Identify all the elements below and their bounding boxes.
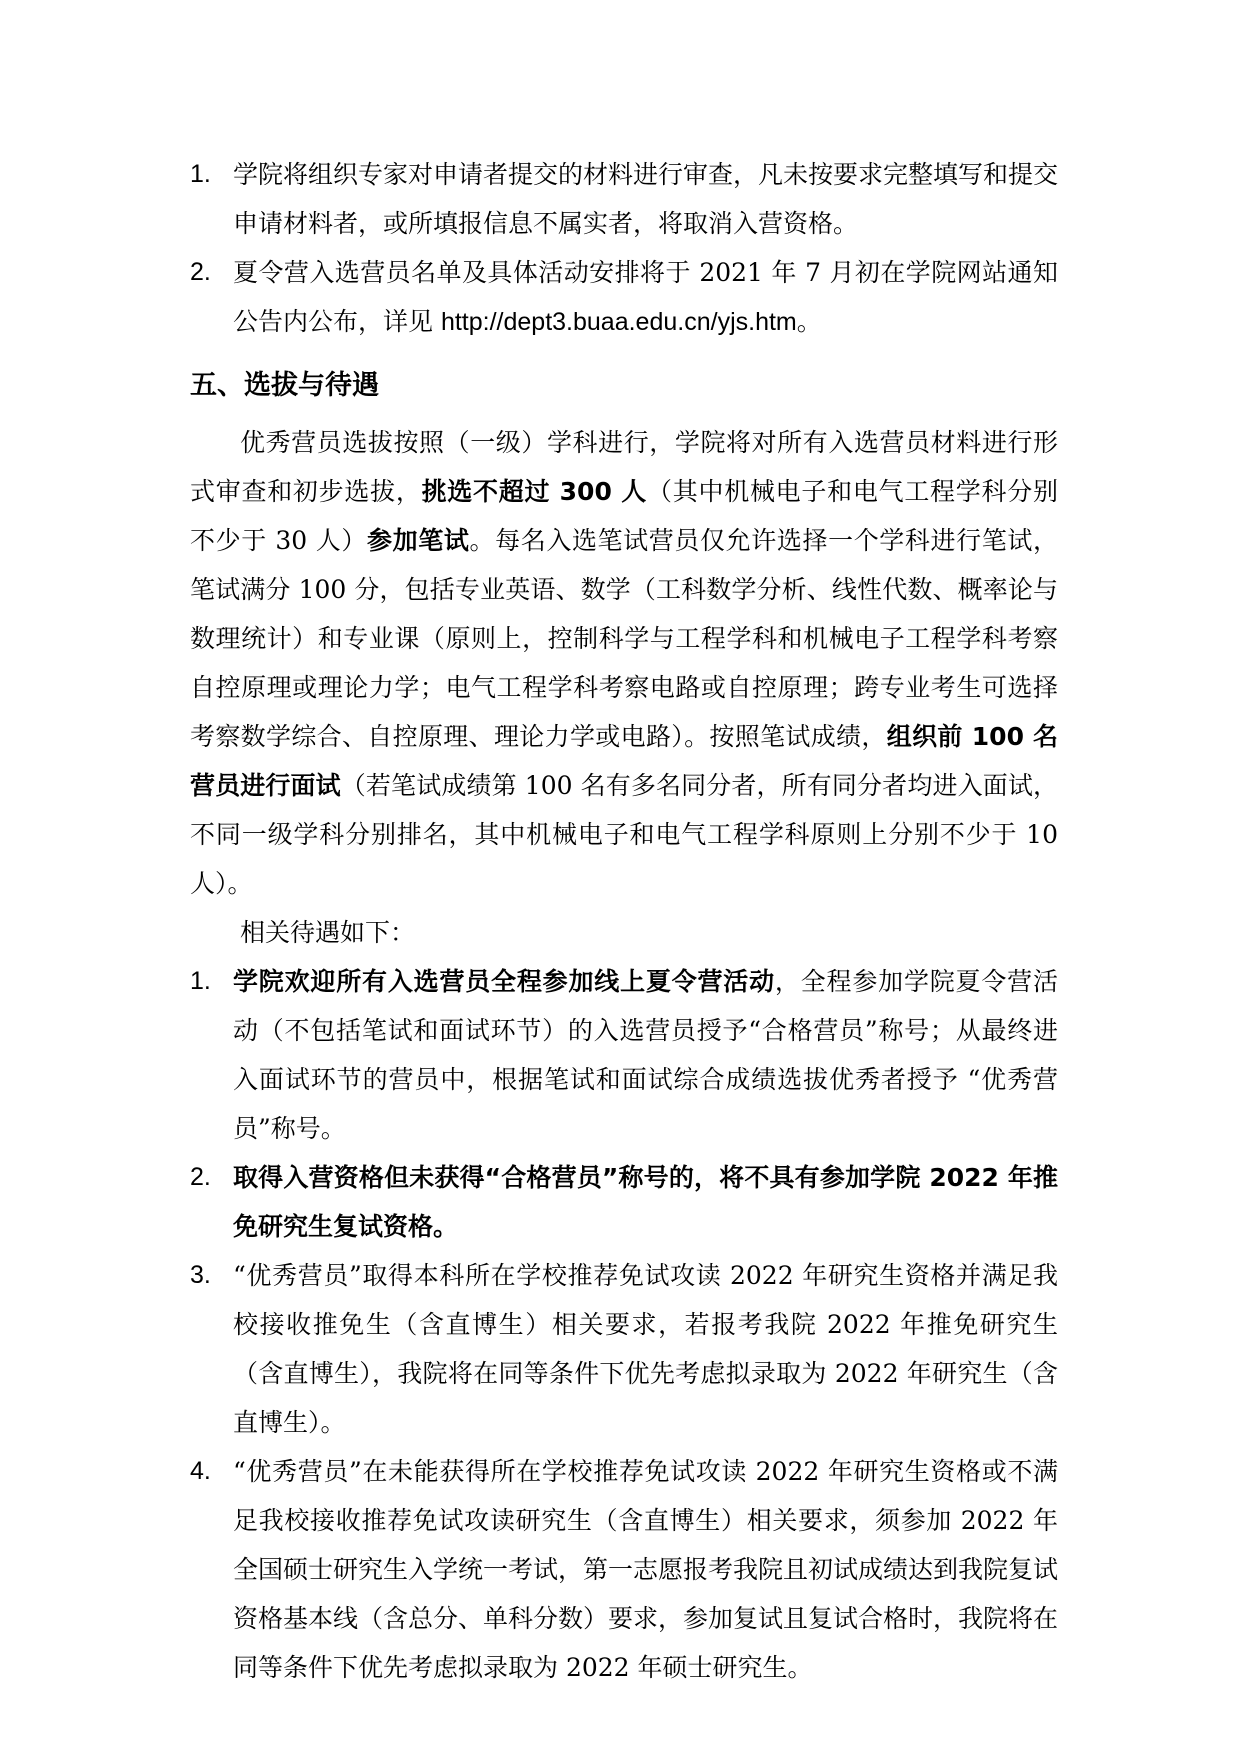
list-text: “优秀营员”在未能获得所在学校推荐免试攻读 2022 年研究生资格或不满足我校接收推荐免试攻读研究生（含直博生）相关要求，须参加 2022 年全国硕士研究生入学统一考试，第一志愿报考我院且初试成绩达到我院复试资格基本线（含总分、单科分数）要求，参加复试且复试合格时，我院将在同等条件下优先考虑拟录取为 2022 年硕士研究生。 bbox=[233, 1457, 1059, 1682]
list-item bbox=[190, 1447, 1058, 1692]
paragraph-text: 优秀营员选拔按照（一级）学科进行，学院将对所有入选营员材料进行形式审查和初步选拔， bbox=[190, 428, 1058, 506]
list-number: 1. bbox=[190, 160, 211, 188]
paragraph-text: （其中机械电子和电气工程学科分别不少于 30 人） bbox=[190, 477, 1058, 555]
document-page bbox=[190, 150, 1058, 1692]
bold-text: 参加笔试 bbox=[367, 526, 470, 555]
list-text: 学院将组织专家对申请者提交的材料进行审查，凡未按要求完整填写和提交申请材料者，或所填报信息不属实者，将取消入营资格。 bbox=[233, 160, 1059, 238]
paragraph-text: 。每名入选笔试营员仅允许选择一个学科进行笔试，笔试满分 100 分，包括专业英语、数学（工科数学分析、线性代数、概率论与数理统计）和专业课（原则上，控制科学与工程学科和机械电子工程学科考察自控原理或理论力学；电气工程学科考察电路或自控原理；跨专业考生可选择考察数学综合、自控原理、理论力学或电路）。按照笔试成绩， bbox=[190, 526, 1058, 751]
selection-paragraph bbox=[190, 418, 1058, 908]
bold-text: 学院欢迎所有入选营员全程参加线上夏令营活动 bbox=[233, 967, 775, 996]
list-number: 2. bbox=[190, 1163, 211, 1191]
benefits-intro: 相关待遇如下： bbox=[240, 918, 416, 947]
bold-text: 挑选不超过 300 人 bbox=[421, 477, 648, 506]
list-number: 3. bbox=[190, 1261, 211, 1289]
list-item bbox=[190, 150, 1058, 248]
list-text: “优秀营员”取得本科所在学校推荐免试攻读 2022 年研究生资格并满足我校接收推免生（含直博生）相关要求，若报考我院 2022 年推免研究生（含直博生），我院将在同等条件下优先考虑拟录取为 2022 年研究生（含直博生）。 bbox=[233, 1261, 1058, 1437]
website-url: http://dept3.buaa.edu.cn/yjs.htm bbox=[440, 308, 797, 336]
list-item bbox=[190, 1251, 1058, 1447]
list-item bbox=[190, 248, 1058, 347]
list-number: 1. bbox=[190, 967, 211, 995]
list-number: 4. bbox=[190, 1457, 211, 1485]
list-text-end: 。 bbox=[796, 307, 822, 336]
bold-text: 组织前 100 名营员进行面试 bbox=[190, 722, 1058, 800]
list-item bbox=[190, 1153, 1058, 1251]
bold-text: 取得入营资格但未获得“合格营员”称号的，将不具有参加学院 2022 年推免研究生复试资格。 bbox=[233, 1163, 1058, 1241]
section-heading: 五、选拔与待遇 bbox=[190, 370, 379, 401]
paragraph-text: （若笔试成绩第 100 名有多名同分者，所有同分者均进入面试，不同一级学科分别排名，其中机械电子和电气工程学科原则上分别不少于 10 人）。 bbox=[190, 771, 1058, 898]
list-number: 2. bbox=[190, 258, 211, 286]
list-item bbox=[190, 957, 1058, 1153]
list-text: ，全程参加学院夏令营活动（不包括笔试和面试环节）的入选营员授予“合格营员”称号；从最终进入面试环节的营员中，根据笔试和面试综合成绩选拔优秀者授予 “优秀营员”称号。 bbox=[233, 967, 1058, 1143]
list-text: 夏令营入选营员名单及具体活动安排将于 2021 年 7 月初在学院网站通知公告内公布，详见 bbox=[233, 258, 1058, 336]
